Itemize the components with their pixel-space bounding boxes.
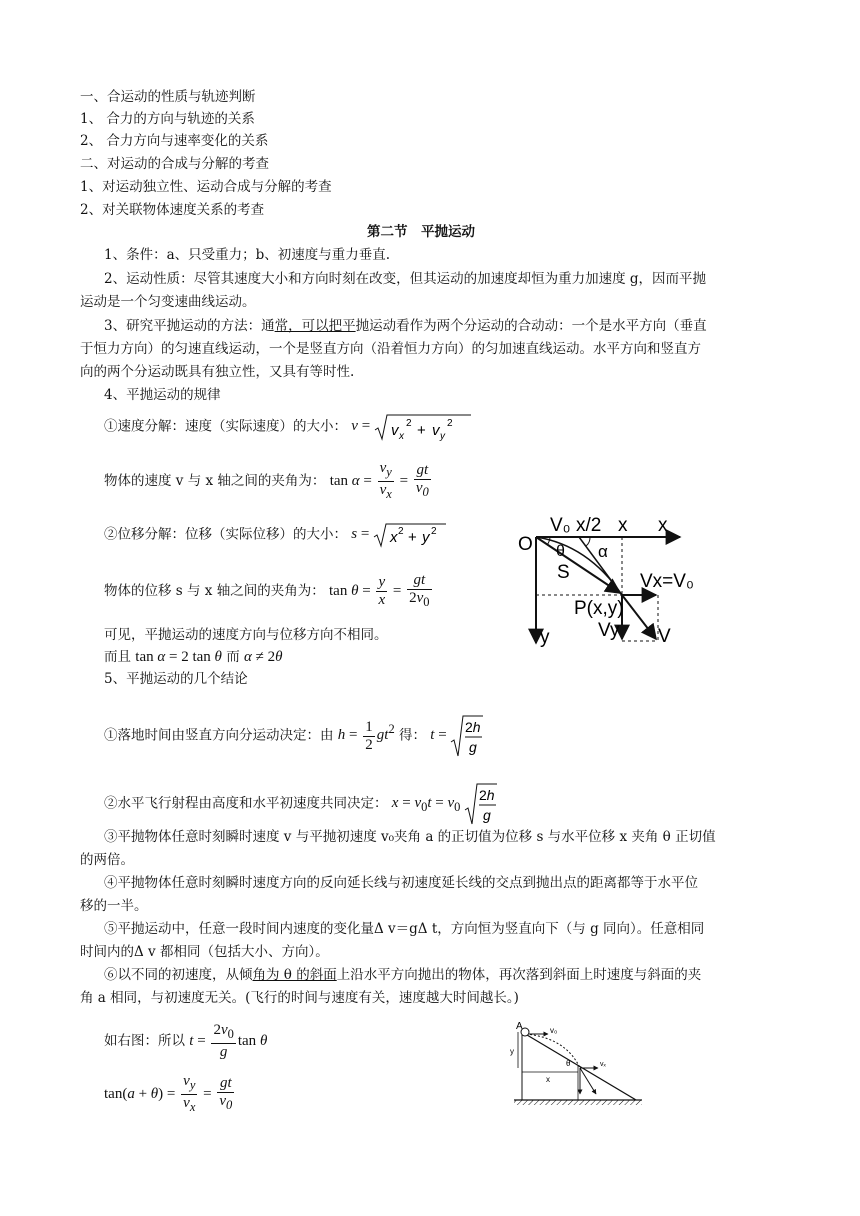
svg-text:v: v <box>390 422 399 439</box>
time-formula: t = 2h g <box>430 727 484 743</box>
para-conclusions: 5、平抛运动的几个结论 <box>104 671 248 687</box>
projectile-decomposition-diagram <box>510 505 700 655</box>
outline-line-6: 2、对关联物体速度关系的考查 <box>80 202 265 218</box>
label-theta: θ <box>556 543 565 560</box>
ground-hatch <box>514 1100 642 1105</box>
svg-text:x: x <box>390 529 398 546</box>
svg-text:2: 2 <box>431 526 437 537</box>
label-vx: Vx=V₀ <box>640 571 694 592</box>
velocity-angle-line: 物体的速度 v 与 x 轴之间的夹角为： tan α = $\frac{v_y}{v_x}$ = $\frac{gt}{v_0}$ <box>104 460 433 503</box>
svg-text:g: g <box>469 739 478 755</box>
conclusion-4a: ④平抛物体任意时刻瞬时速度方向的反向延长线与初速度延长线的交点到抛出点的距离都等于水平位 <box>104 875 698 891</box>
landing-angle-line <box>104 1073 236 1116</box>
relation-formula-2: α ≠ 2θ <box>244 649 283 665</box>
note-direction: 可见，平抛运动的速度方向与位移方向不相同。 <box>104 627 388 643</box>
theta-arc <box>547 537 550 545</box>
conclusion-6a: ⑥以不同的初速度，从倾角为 θ 的斜面上沿水平方向抛出的物体，再次落到斜面上时速度与斜面的夹 <box>104 967 702 983</box>
landing-angle-formula: tan(a + θ) = $\frac{v_y}{v_x}$ = $\frac{gt}{v_0}$ <box>104 1073 233 1114</box>
sqrt-sign-icon <box>450 714 484 758</box>
svg-text:y: y <box>422 529 430 546</box>
svg-text:v: v <box>431 422 440 439</box>
para-rules: 4、平抛运动的规律 <box>104 387 221 403</box>
velocity-angle-formula: tan α = $\frac{v_y}{v_x}$ = $\frac{gt}{v_0}$ <box>329 460 429 501</box>
svg-text:x: x <box>398 431 404 441</box>
label-x-small: x <box>546 1075 550 1084</box>
displacement-magnitude-formula: s = x 2 + y 2 <box>351 526 447 542</box>
label-v0: V₀ <box>550 515 571 536</box>
svg-text:2h: 2h <box>465 719 482 735</box>
para-nature-2: 运动是一个匀变速曲线运动。 <box>80 294 256 310</box>
label-vx-small: vₓ <box>600 1061 606 1068</box>
outline-line-4: 二、对运动的合成与分解的考查 <box>80 156 269 172</box>
label-s: S <box>557 562 570 583</box>
conclusion-1: ①落地时间由竖直方向分运动决定：由 h = $\frac{1}{2}$ $gt^2$ 得： t = 2h g <box>104 714 484 758</box>
label-x-tick: x <box>618 515 628 536</box>
displacement-magnitude-line: ②位移分解：位移（实际位移）的大小： s = x 2 + y 2 <box>104 522 447 548</box>
para-method-3: 向的两个分运动既具有独立性，又具有等时性. <box>80 364 355 380</box>
note-relation: 而且 tan α = 2 tan θ 而 α ≠ 2θ <box>104 649 283 665</box>
relation-formula-1: tan α = 2 tan θ <box>135 649 222 665</box>
label-x-half: x/2 <box>576 515 602 536</box>
section-title: 第二节 平抛运动 <box>367 224 475 240</box>
velocity-magnitude-line: ①速度分解：速度（实际速度）的大小： v = v x 2 + v y 2 <box>104 413 472 441</box>
svg-text:2: 2 <box>405 418 412 429</box>
conclusion-5b: 时间内的Δ v 都相同（包括大小、方向）。 <box>80 944 329 960</box>
v-arrow <box>622 595 656 639</box>
label-theta-small: θ <box>566 1059 571 1068</box>
sqrt-sign-icon <box>374 413 472 441</box>
displacement-angle-formula: tan θ = $\frac{y}{x}$ = $\frac{gt}{2v_0}$ <box>329 572 430 609</box>
outline-line-3: 2、 合力方向与速率变化的关系 <box>80 133 269 149</box>
para-method-2: 于恒力方向）的匀速直线运动，一个是竖直方向（沿着恒力方向）的匀加速直线运动。水平方向和竖直方 <box>80 341 701 357</box>
label-alpha: α <box>598 542 608 561</box>
svg-text:y: y <box>439 431 445 441</box>
svg-text:g: g <box>483 807 491 823</box>
flight-time-formula: t = $\frac{2v_0}{g}$ tan θ <box>189 1022 268 1060</box>
range-formula: $x = v_0t = v_0$ 2h g <box>392 795 498 811</box>
outline-line-5: 1、对运动独立性、运动合成与分解的考查 <box>80 179 332 195</box>
sqrt-sign-icon <box>464 782 498 826</box>
conclusion-5a: ⑤平抛运动中，任意一段时间内速度的变化量Δ v＝gΔ t，方向恒为竖直向下（与 g 同向）。任意相同 <box>104 921 705 937</box>
svg-text:2h: 2h <box>479 787 495 803</box>
label-a: A <box>516 1021 523 1032</box>
label-x-axis: x <box>658 515 668 536</box>
svg-text:2: 2 <box>446 418 453 429</box>
velocity-magnitude-formula: v = v x 2 + v y 2 <box>351 418 472 434</box>
outline-line-2: 1、 合力的方向与轨迹的关系 <box>80 111 255 127</box>
para-nature-1: 2、运动性质：尽管其速度大小和方向时刻在改变，但其运动的加速度却恒为重力加速度 g，因而平抛 <box>104 271 707 287</box>
conclusion-6b: 角 a 相同，与初速度无关。(飞行的时间与速度有关，速度越大时间越长。) <box>80 990 519 1006</box>
sqrt-sign-icon <box>373 522 447 548</box>
para-condition: 1、条件：a、只受重力；b、初速度与重力垂直. <box>104 247 391 263</box>
outline-line-1: 一、合运动的性质与轨迹判断 <box>80 89 256 105</box>
conclusion-3b: 的两倍。 <box>80 852 134 868</box>
svg-text:2: 2 <box>398 526 404 537</box>
svg-text:+: + <box>408 529 417 546</box>
label-y-small: y <box>510 1047 514 1056</box>
label-vy: Vy <box>598 620 620 641</box>
height-formula: h = $\frac{1}{2}$ $gt^2$ <box>337 718 395 753</box>
conclusion-6c: 如右图：所以 t = $\frac{2v_0}{g}$ tan θ <box>104 1022 268 1060</box>
label-v0-small: v₀ <box>550 1026 558 1035</box>
conclusion-3a: ③平抛物体任意时刻瞬时速度 v 与平抛初速度 v₀夹角 a 的正切值为位移 s 与水平位移 x 夹角 θ 正切值 <box>104 829 716 845</box>
alpha-arc <box>586 537 590 546</box>
label-y-axis: y <box>540 627 550 648</box>
svg-text:+: + <box>416 422 426 439</box>
displacement-angle-line: 物体的位移 s 与 x 轴之间的夹角为： tan θ = $\frac{y}{x}$ = $\frac{gt}{2v_0}$ <box>104 572 434 611</box>
label-v: V <box>658 626 671 647</box>
incline-projection-diagram <box>500 1020 650 1110</box>
conclusion-4b: 移的一半。 <box>80 898 148 914</box>
para-method-1: 3、研究平抛运动的方法：通常，可以把平抛运动看作为两个分运动的合动动：一个是水平方向（垂直 <box>104 318 707 334</box>
conclusion-2: ②水平飞行射程由高度和水平初速度共同决定： $x = v_0t = v_0$ 2h g <box>104 782 498 826</box>
label-p: P(x,y) <box>574 598 624 619</box>
label-origin: O <box>518 534 533 555</box>
